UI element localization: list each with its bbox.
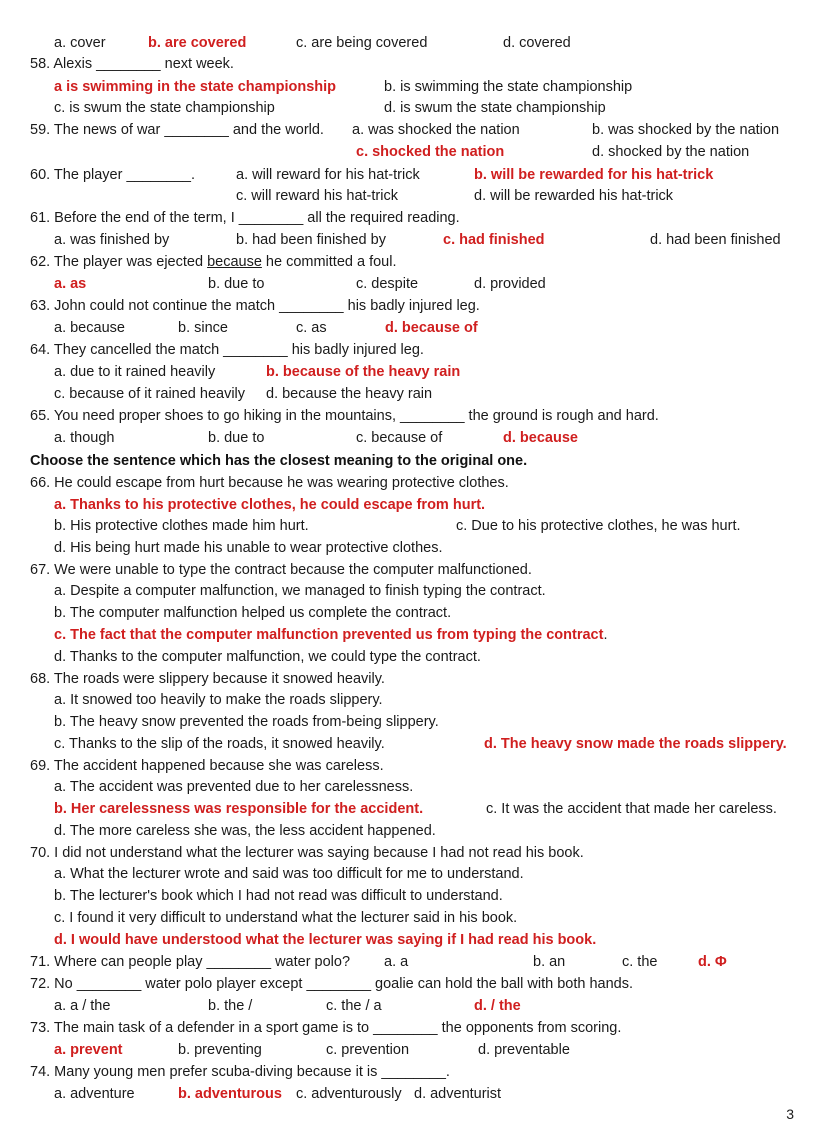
q71-option-c: c. the xyxy=(622,954,658,970)
q74-option-d: d. adventurist xyxy=(414,1086,502,1102)
q72-option-d-answer: d. / the xyxy=(474,998,521,1014)
q70-stem: 70. I did not understand what the lecturer was saying because I had not read his book. xyxy=(30,845,584,861)
q72-option-a: a. a / the xyxy=(54,998,111,1014)
q61-option-d: d. had been finished xyxy=(650,232,781,248)
q68-option-c: c. Thanks to the slip of the roads, it snowed heavily. xyxy=(54,736,385,752)
q64-option-d: d. because the heavy rain xyxy=(266,386,433,402)
q67-option-d: d. Thanks to the computer malfunction, we could type the contract. xyxy=(54,649,481,665)
q74-stem: 74. Many young men prefer scuba-diving because it is ________. xyxy=(30,1064,450,1080)
q68-stem: 68. The roads were slippery because it snowed heavily. xyxy=(30,671,385,687)
q66-stem: 66. He could escape from hurt because he was wearing protective clothes. xyxy=(30,475,509,491)
q60-option-c: c. will reward his hat-trick xyxy=(236,188,398,204)
q64-stem: 64. They cancelled the match ________ his badly injured leg. xyxy=(30,342,424,358)
q67-option-c-answer: c. The fact that the computer malfunction prevented us from typing the contract. xyxy=(54,627,608,643)
q65-option-d-answer: d. because xyxy=(503,430,578,446)
q69-option-d: d. The more careless she was, the less accident happened. xyxy=(54,823,436,839)
q57-option-b-answer: b. are covered xyxy=(148,35,247,51)
q73-option-a-answer: a. prevent xyxy=(54,1042,123,1058)
q74-option-a: a. adventure xyxy=(54,1086,135,1102)
q63-option-c: c. as xyxy=(296,320,327,336)
q57-option-a: a. cover xyxy=(54,35,106,51)
q61-stem: 61. Before the end of the term, I ________ all the required reading. xyxy=(30,210,460,226)
q60-option-b-answer: b. will be rewarded for his hat-trick xyxy=(474,167,714,183)
q66-option-a-answer: a. Thanks to his protective clothes, he could escape from hurt. xyxy=(54,497,486,513)
q73-stem: 73. The main task of a defender in a sport game is to ________ the opponents from scoring. xyxy=(30,1020,622,1036)
q71-option-d-answer: d. Φ xyxy=(698,954,727,970)
q63-option-d-answer: d. because of xyxy=(385,320,478,336)
q62-option-d: d. provided xyxy=(474,276,546,292)
q68-option-b: b. The heavy snow prevented the roads from-being slippery. xyxy=(54,714,439,730)
q70-option-c: c. I found it very difficult to understand what the lecturer said in his book. xyxy=(54,910,518,926)
page-number: 3 xyxy=(786,1106,794,1122)
q69-option-a: a. The accident was prevented due to her carelessness. xyxy=(54,779,414,795)
q59-option-b: b. was shocked by the nation xyxy=(592,122,780,138)
q58-option-a-answer: a is swimming in the state championship xyxy=(54,79,336,95)
q62-stem: 62. The player was ejected because he committed a foul. xyxy=(30,254,397,270)
q58-option-d: d. is swum the state championship xyxy=(384,100,606,116)
q72-stem: 72. No ________ water polo player except ________ goalie can hold the ball with both hands. xyxy=(30,976,633,992)
q58-stem: 58. Alexis ________ next week. xyxy=(30,56,234,72)
q74-option-b-answer: b. adventurous xyxy=(178,1086,282,1102)
q71-stem: 71. Where can people play ________ water polo? xyxy=(30,954,351,970)
q67-option-b: b. The computer malfunction helped us complete the contract. xyxy=(54,605,452,621)
q67-option-a: a. Despite a computer malfunction, we managed to finish typing the contract. xyxy=(54,583,546,599)
q58-option-b: b. is swimming the state championship xyxy=(384,79,633,95)
q59-option-a: a. was shocked the nation xyxy=(352,122,520,138)
q62-option-c: c. despite xyxy=(356,276,419,292)
q73-option-c: c. prevention xyxy=(326,1042,410,1058)
q61-option-b: b. had been finished by xyxy=(236,232,386,248)
q66-option-b: b. His protective clothes made him hurt. xyxy=(54,518,309,534)
q62-option-a-answer: a. as xyxy=(54,276,87,292)
q64-option-c: c. because of it rained heavily xyxy=(54,386,246,402)
q64-option-a: a. due to it rained heavily xyxy=(54,364,216,380)
q65-option-a: a. though xyxy=(54,430,115,446)
q57-option-d: d. covered xyxy=(503,35,571,51)
q62-underlined-word: because xyxy=(207,254,262,270)
q68-option-a: a. It snowed too heavily to make the roads slippery. xyxy=(54,692,383,708)
q70-option-b: b. The lecturer's book which I had not read was difficult to understand. xyxy=(54,888,503,904)
q63-option-b: b. since xyxy=(178,320,228,336)
q57-option-c: c. are being covered xyxy=(296,35,428,51)
q63-stem: 63. John could not continue the match ________ his badly injured leg. xyxy=(30,298,480,314)
q65-option-c: c. because of xyxy=(356,430,443,446)
q71-option-b: b. an xyxy=(533,954,566,970)
q74-option-c: c. adventurously xyxy=(296,1086,402,1102)
q71-option-a: a. a xyxy=(384,954,409,970)
q60-stem: 60. The player ________. xyxy=(30,167,196,183)
q62-option-b: b. due to xyxy=(208,276,265,292)
q68-option-d-answer: d. The heavy snow made the roads slippery. xyxy=(484,736,787,752)
q72-option-c: c. the / a xyxy=(326,998,382,1014)
q72-option-b: b. the / xyxy=(208,998,253,1014)
q65-stem: 65. You need proper shoes to go hiking in the mountains, ________ the ground is rough and hard. xyxy=(30,408,659,424)
q58-option-c: c. is swum the state championship xyxy=(54,100,275,116)
q69-option-c: c. It was the accident that made her careless. xyxy=(486,801,777,817)
q65-option-b: b. due to xyxy=(208,430,265,446)
q69-option-b-answer: b. Her carelessness was responsible for the accident. xyxy=(54,801,424,817)
q73-option-b: b. preventing xyxy=(178,1042,262,1058)
q61-option-a: a. was finished by xyxy=(54,232,170,248)
q69-stem: 69. The accident happened because she was careless. xyxy=(30,758,384,774)
q73-option-d: d. preventable xyxy=(478,1042,570,1058)
q66-option-d: d. His being hurt made his unable to wear protective clothes. xyxy=(54,540,443,556)
q61-option-c-answer: c. had finished xyxy=(443,232,545,248)
q70-option-a: a. What the lecturer wrote and said was too difficult for me to understand. xyxy=(54,866,524,882)
section-instruction: Choose the sentence which has the closest meaning to the original one. xyxy=(30,453,528,469)
q59-stem: 59. The news of war ________ and the world. xyxy=(30,122,324,138)
q60-option-a: a. will reward for his hat-trick xyxy=(236,167,420,183)
q66-option-c: c. Due to his protective clothes, he was hurt. xyxy=(456,518,741,534)
q67-stem: 67. We were unable to type the contract because the computer malfunctioned. xyxy=(30,562,532,578)
q64-option-b-answer: b. because of the heavy rain xyxy=(266,364,461,380)
q59-option-c-answer: c. shocked the nation xyxy=(356,144,505,160)
q70-option-d-answer: d. I would have understood what the lecturer was saying if I had read his book. xyxy=(54,932,597,948)
q63-option-a: a. because xyxy=(54,320,125,336)
q59-option-d: d. shocked by the nation xyxy=(592,144,750,160)
q60-option-d: d. will be rewarded his hat-trick xyxy=(474,188,674,204)
